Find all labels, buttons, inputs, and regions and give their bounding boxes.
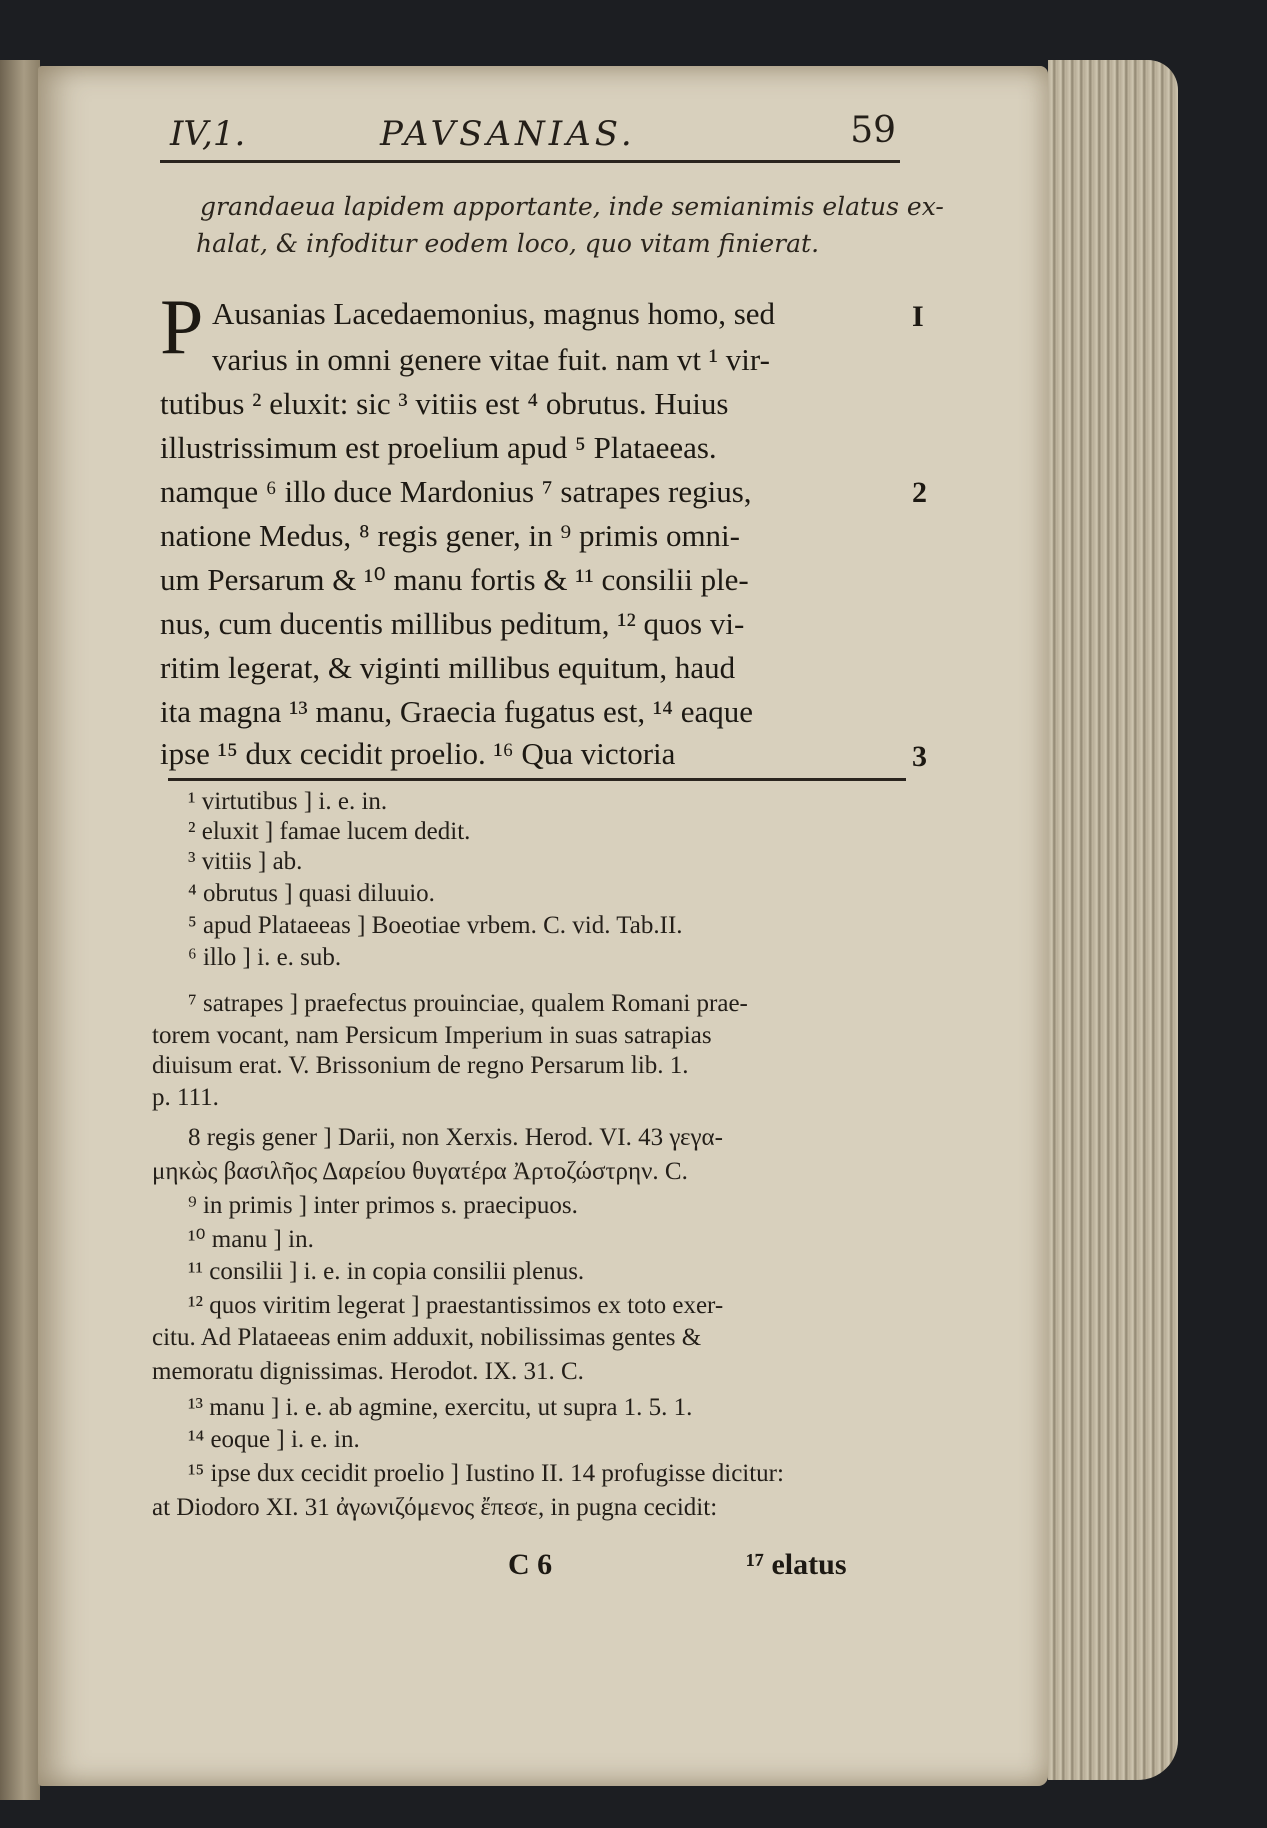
margin-number: 3 [912,740,927,773]
footnote: memoratu dignissimas. Herodot. IX. 31. C. [152,1358,584,1385]
intro-passage [196,188,944,262]
main-line: illustrissimum est proelium apud ⁵ Plataeeas. [160,430,717,465]
intro-line: halat, & infoditur eodem loco, quo vitam finierat. [196,229,820,258]
margin-number: 2 [912,476,927,509]
footnote: ¹⁴ eoque ] i. e. in. [188,1426,360,1453]
footnote-rule [168,778,906,781]
footnote: diuisum erat. V. Brissonium de regno Persarum lib. 1. [152,1052,689,1079]
section-reference: IV,1. [170,114,246,154]
catchword: ¹⁷ elatus [746,1548,847,1581]
footnote: ⁹ in primis ] inter primos s. praecipuos. [188,1192,578,1219]
footnote: ⁵ apud Plataeeas ] Boeotiae vrbem. C. vid. Tab.II. [188,912,683,939]
footnote: at Diodoro XI. 31 ἀγωνιζόμενος ἔπεσε, in pugna cecidit: [152,1494,718,1521]
footnote: 8 regis gener ] Darii, non Xerxis. Herod. VI. 43 γεγα- [188,1124,723,1151]
book-fore-edge [1048,60,1178,1780]
main-line: varius in omni genere vitae fuit. nam vt ¹ vir- [212,342,770,377]
footnote: torem vocant, nam Persicum Imperium in suas satrapias [152,1022,712,1049]
main-line: ritim legerat, & viginti millibus equitum, haud [160,650,736,685]
main-line: um Persarum & ¹⁰ manu fortis & ¹¹ consilii ple- [160,562,749,597]
book-left-page-edge [0,60,40,1800]
footnote: ¹ virtutibus ] i. e. in. [188,788,388,815]
footnote: ⁶ illo ] i. e. sub. [188,944,342,971]
footnote: citu. Ad Plataeeas enim adduxit, nobilissimas gentes & [152,1324,702,1351]
footnote: ¹² quos viritim legerat ] praestantissimos ex toto exer- [188,1292,724,1319]
main-line: nus, cum ducentis millibus peditum, ¹² quos vi- [160,606,745,641]
intro-line: grandaeua lapidem apportante, inde semianimis elatus ex- [200,192,944,221]
main-line: ita magna ¹³ manu, Graecia fugatus est, ¹⁴ eaque [160,694,754,729]
signature-mark: C 6 [508,1548,553,1581]
running-title: PAVSANIAS. [380,114,636,154]
page-number: 59 [850,110,896,151]
footnote: ⁴ obrutus ] quasi diluuio. [188,880,435,907]
footnote: ² eluxit ] famae lucem dedit. [188,818,471,845]
footnote: ¹³ manu ] i. e. ab agmine, exercitu, ut supra 1. 5. 1. [188,1394,693,1421]
main-line: Ausanias Lacedaemonius, magnus homo, sed [212,296,776,331]
main-line: natione Medus, ⁸ regis gener, in ⁹ primis omni- [160,518,740,553]
drop-cap: P [160,283,204,370]
footnote: ¹⁰ manu ] in. [188,1226,314,1253]
footnote: ³ vitiis ] ab. [188,848,303,875]
margin-number: I [912,300,924,333]
running-header [160,108,900,163]
footnote: ¹⁵ ipse dux cecidit proelio ] Iustino II. 14 profugisse dicitur: [188,1460,784,1487]
footnote: p. 111. [152,1084,219,1111]
footnote: ¹¹ consilii ] i. e. in copia consilii plenus. [188,1258,585,1285]
main-line: tutibus ² eluxit: sic ³ vitiis est ⁴ obrutus. Huius [160,386,729,421]
footnote: ⁷ satrapes ] praefectus prouinciae, qualem Romani prae- [188,990,748,1017]
main-line: ipse ¹⁵ dux cecidit proelio. ¹⁶ Qua victoria [160,736,676,771]
main-line: namque ⁶ illo duce Mardonius ⁷ satrapes regius, [160,474,752,509]
footnote: μηκὼς βασιλῆος Δαρείου θυγατέρα Ἀρτοζώστρην. C. [152,1158,688,1185]
